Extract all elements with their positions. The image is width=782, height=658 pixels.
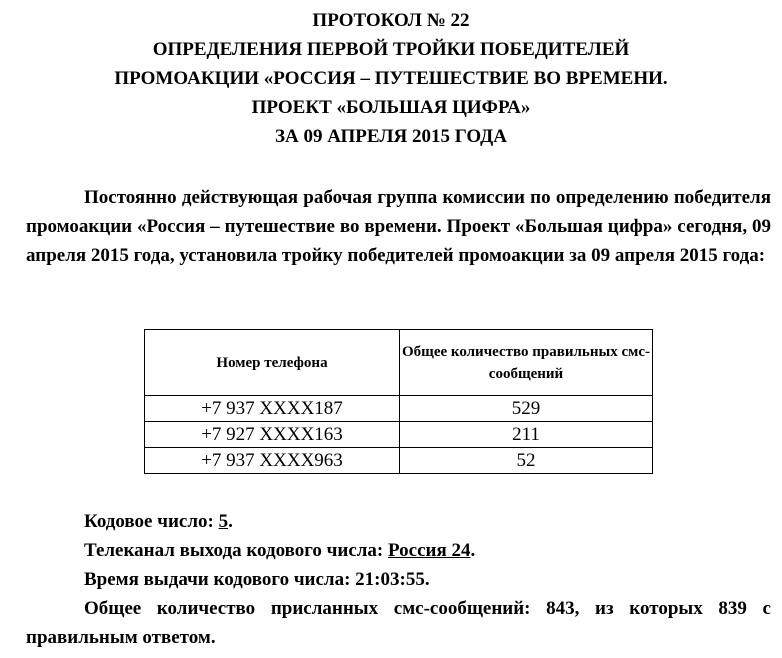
protocol-details — [26, 507, 771, 652]
code-number-label: Кодовое число: — [84, 511, 219, 532]
code-number-line: Кодовое число: 5. — [84, 511, 233, 532]
title-line-project: ПРОЕКТ «БОЛЬШАЯ ЦИФРА» — [251, 97, 531, 118]
intro-paragraph: Постоянно действующая рабочая группа комиссии по определению победителя промоакции «Россия – путешествие во времени. Проект «Большая цифра» сегодня, 09 апреля 2015 года, установила тройку победителей промоакции за 09 апреля 2015 года: — [26, 187, 771, 266]
issue-time-line: Время выдачи кодового числа: 21:03:55. — [84, 569, 430, 590]
table-row — [145, 422, 653, 448]
table-row — [145, 448, 653, 474]
total-messages-line: Общее количество присланных смс-сообщений: 843, из которых 839 с правильным ответом. — [26, 598, 771, 648]
issue-time-label: Время выдачи кодового числа: — [84, 569, 356, 590]
phone-cell: +7 937 XXXX187 — [145, 396, 400, 422]
count-cell: 211 — [400, 422, 653, 448]
title-line-protocol: ПРОТОКОЛ № 22 — [312, 10, 470, 31]
title-line-promo: ПРОМОАКЦИИ «РОССИЯ – ПУТЕШЕСТВИЕ ВО ВРЕМЕНИ. — [114, 68, 668, 89]
document-title — [0, 6, 782, 151]
table-header-row — [145, 330, 653, 396]
column-header-count: Общее количество правильных смс-сообщений — [400, 330, 653, 396]
title-line-date: ЗА 09 АПРЕЛЯ 2015 ГОДА — [275, 126, 507, 147]
title-line-definition: ОПРЕДЕЛЕНИЯ ПЕРВОЙ ТРОЙКИ ПОБЕДИТЕЛЕЙ — [152, 39, 630, 60]
tv-channel-label: Телеканал выхода кодового числа: — [84, 540, 388, 561]
count-cell: 529 — [400, 396, 653, 422]
phone-cell: +7 927 XXXX163 — [145, 422, 400, 448]
tv-channel-value: Россия 24 — [388, 540, 471, 561]
table-row — [145, 396, 653, 422]
column-header-phone: Номер телефона — [145, 330, 400, 396]
tv-channel-line: Телеканал выхода кодового числа: Россия 24. — [84, 540, 476, 561]
code-number-value: 5 — [218, 511, 229, 532]
phone-cell: +7 937 XXXX963 — [145, 448, 400, 474]
winners-table — [144, 329, 653, 474]
count-cell: 52 — [400, 448, 653, 474]
issue-time-value: 21:03:55 — [355, 569, 425, 590]
